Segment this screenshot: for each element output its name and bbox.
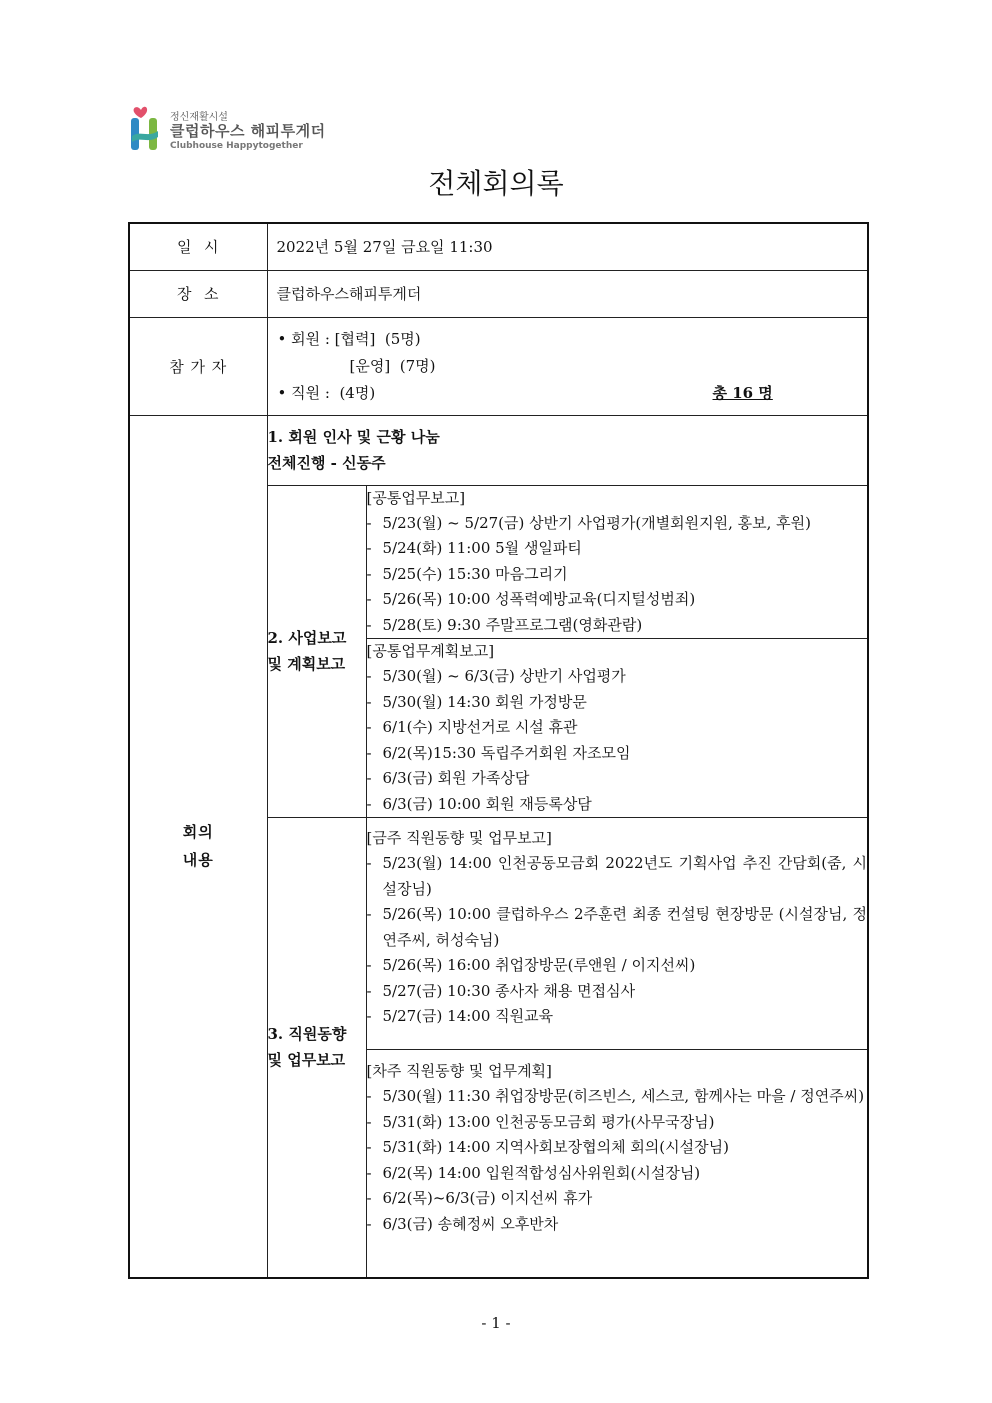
minutes-table xyxy=(128,222,869,1279)
plan-list-item: - 6/2(목)15:30 독립주거회원 자조모임 xyxy=(367,741,868,767)
plan-list-item: - 6/1(수) 지방선거로 시설 휴관 xyxy=(367,715,868,741)
participants-row xyxy=(129,317,868,415)
logo-name: 클럽하우스 해피투게더 xyxy=(170,122,326,140)
staff-next-week-block xyxy=(366,1050,868,1278)
document-title: 전체회의록 xyxy=(428,167,564,200)
date-value: 2022년 5월 27일 금요일 11:30 xyxy=(267,223,868,270)
this-week-list-item: - 5/26(목) 16:00 취업장방문(루앤원 / 이지선씨) xyxy=(367,953,868,979)
report-list-item: - 5/24(화) 11:00 5월 생일파티 xyxy=(367,536,868,562)
place-row xyxy=(129,270,868,317)
this-week-list-item: - 5/27(금) 10:30 종사자 채용 면접심사 xyxy=(367,979,868,1005)
next-week-list-item: - 5/31(화) 14:00 지역사회보장협의체 회의(시설장님) xyxy=(367,1135,868,1161)
this-week-list-item: - 5/27(금) 14:00 직원교육 xyxy=(367,1004,868,1030)
staff-next-week-list xyxy=(367,1084,868,1237)
logo-h-icon xyxy=(128,104,164,154)
common-report-list xyxy=(367,511,868,639)
meeting-item1-row xyxy=(129,415,868,485)
participants-staff-line xyxy=(278,380,868,407)
meeting-label-line2: 내용 xyxy=(182,851,214,869)
place-value: 클럽하우스해피투게더 xyxy=(267,270,868,317)
next-week-list-item: - 5/30(월) 11:30 취업장방문(히즈빈스, 세스코, 함께사는 마을 / 정연주씨) xyxy=(367,1084,868,1110)
report-list-item: - 5/23(월) ~ 5/27(금) 상반기 사업평가(개별회원지원, 홍보, 후원) xyxy=(367,511,868,537)
place-label: 장 소 xyxy=(129,270,267,317)
report-list-item: - 5/25(수) 15:30 마음그리기 xyxy=(367,562,868,588)
item1-cell xyxy=(267,415,868,485)
common-report-head: [공통업무보고] xyxy=(366,488,466,507)
report-list-item: - 5/28(토) 9:30 주말프로그램(영화관람) xyxy=(367,613,868,639)
item2-label-line1: 2. 사업보고 xyxy=(267,629,347,648)
staff-this-week-list xyxy=(367,851,868,1030)
report-list-item: - 5/26(목) 10:00 성폭력예방교육(디지털성범죄) xyxy=(367,587,868,613)
date-label: 일 시 xyxy=(129,223,267,270)
date-row xyxy=(129,223,868,270)
logo-subtitle: 정신재활시설 xyxy=(170,112,228,123)
participants-staff-text: • 직원 : (4명) xyxy=(277,383,376,402)
plan-list-item: - 6/3(금) 회원 가족상담 xyxy=(367,766,868,792)
staff-next-week-head: [차주 직원동향 및 업무계획] xyxy=(366,1062,552,1080)
this-week-list-item: - 5/26(목) 10:00 클럽하우스 2주훈련 최종 컨설팅 현장방문 (시설장님, 정연주씨, 허성숙님) xyxy=(367,902,868,953)
this-week-list-item: - 5/23(월) 14:00 인천공동모금회 2022년도 기획사업 추진 간담회(줌, 시설장님) xyxy=(367,851,868,902)
plan-list-item: - 6/3(금) 10:00 회원 재등록상담 xyxy=(367,792,868,818)
item2-label-line2: 및 계획보고 xyxy=(267,655,346,674)
common-report-block xyxy=(366,485,868,639)
plan-list-item: - 5/30(월) 14:30 회원 가정방문 xyxy=(367,690,868,716)
next-week-list-item: - 5/31(화) 13:00 인천공동모금회 평가(사무국장님) xyxy=(367,1110,868,1136)
item1-title: 1. 회원 인사 및 근황 나눔 xyxy=(267,428,440,446)
participants-label: 참 가 자 xyxy=(129,317,267,415)
participants-members-operation-line: [운영] (7명) xyxy=(349,356,436,375)
next-week-list-item: - 6/3(금) 송혜정씨 오후반차 xyxy=(367,1212,868,1238)
clubhouse-logo xyxy=(128,104,328,156)
meeting-label-line1: 회의 xyxy=(182,823,214,841)
logo-english-name: Clubhouse Happytogether xyxy=(170,141,303,151)
staff-this-week-head: [금주 직원동향 및 업무보고] xyxy=(366,829,552,847)
meeting-content-label xyxy=(129,415,267,1278)
next-week-list-item: - 6/2(목)~6/3(금) 이지선씨 휴가 xyxy=(367,1186,868,1212)
page-number: - 1 - xyxy=(481,1314,511,1332)
item2-label xyxy=(267,485,366,818)
staff-this-week-block xyxy=(366,818,868,1050)
participants-value xyxy=(267,317,868,415)
common-plan-head: [공통업무계획보고] xyxy=(366,642,495,660)
common-plan-list xyxy=(367,664,868,817)
item3-label-line1: 3. 직원동향 xyxy=(267,1025,347,1044)
item3-label-line2: 및 업무보고 xyxy=(267,1051,346,1070)
item3-label xyxy=(267,818,366,1278)
common-plan-block xyxy=(366,639,868,818)
item1-subtitle: 전체진행 - 신동주 xyxy=(267,454,386,472)
next-week-list-item: - 6/2(목) 14:00 입원적합성심사위원회(시설장님) xyxy=(367,1161,868,1187)
participants-members-line: • 회원 : [협력] (5명) xyxy=(277,329,421,348)
plan-list-item: - 5/30(월) ~ 6/3(금) 상반기 사업평가 xyxy=(367,664,868,690)
participants-total: 총 16 명 xyxy=(712,383,773,402)
